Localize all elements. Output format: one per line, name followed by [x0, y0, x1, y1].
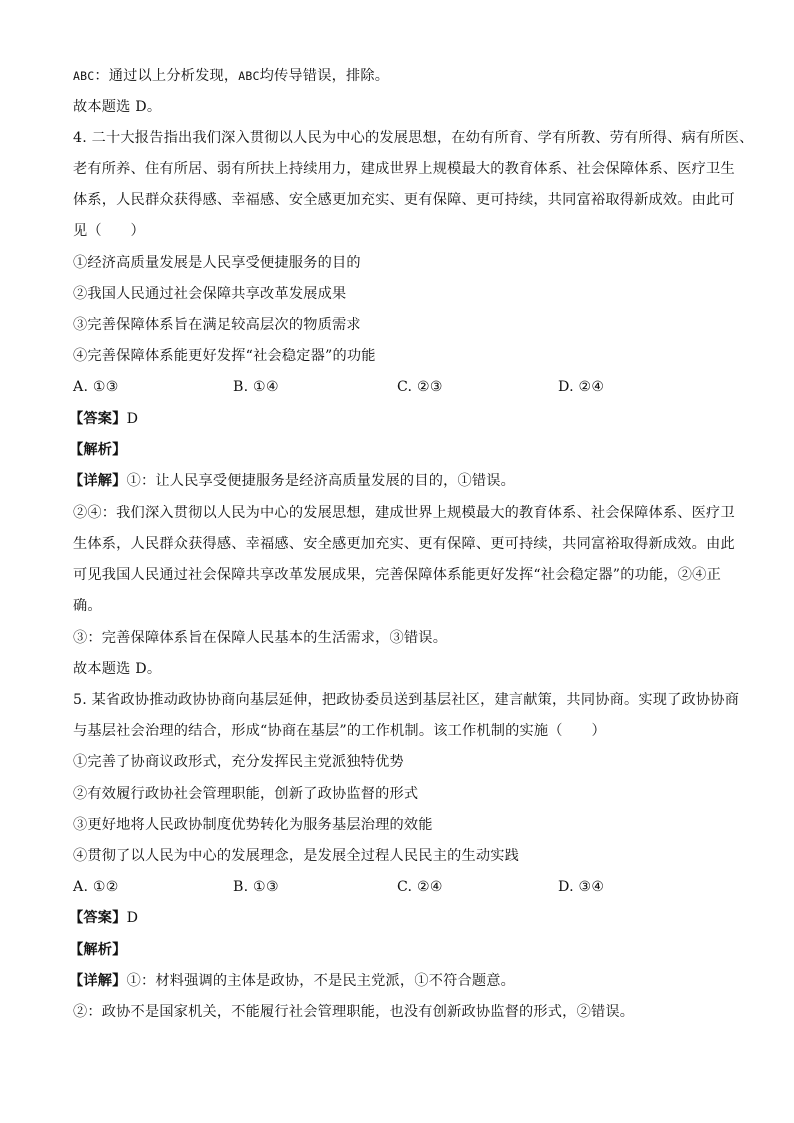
detail-text: ①：让人民享受便捷服务是经济高质量发展的目的，①错误。	[126, 473, 516, 489]
answer-tag: 【答案】	[69, 910, 127, 926]
q4-option-c: C. ②③	[397, 379, 443, 395]
q4-detail-line: ③：完善保障体系旨在保障人民基本的生活需求，③错误。	[73, 630, 448, 646]
prev-conclusion: 故本题选 D。	[73, 99, 162, 115]
q5-option-b: B. ①③	[233, 879, 279, 895]
detail-tag: 【详解】	[69, 973, 127, 989]
q4-conclusion: 故本题选 D。	[73, 661, 162, 677]
q4-stem-line: 4. 二十大报告指出我们深入贯彻以人民为中心的发展思想，在幼有所育、学有所教、劳有所得、病有所医、	[73, 130, 754, 146]
q4-stem-line: 体系，人民群众获得感、幸福感、安全感更加充实、更有保障、更可持续，共同富裕取得新成效。由此可	[73, 192, 735, 208]
q4-option-a: A. ①③	[73, 379, 119, 395]
answer-value: D	[126, 910, 139, 926]
q4-detail-line: 可见我国人民通过社会保障共享改革发展成果，完善保障体系能更好发挥“社会稳定器”的功能，②④正	[73, 567, 721, 583]
q5-detail-line	[69, 971, 515, 991]
answer-value: D	[126, 411, 139, 427]
q5-option-c: C. ②④	[397, 879, 443, 895]
q4-option-b: B. ①④	[233, 379, 279, 395]
q5-answer-line	[69, 908, 138, 928]
q5-analysis-tag	[69, 940, 127, 960]
answer-tag: 【答案】	[69, 411, 127, 427]
abc-tail: 均传导错误，排除。	[259, 68, 390, 84]
q5-item: ②有效履行政协社会管理职能，创新了政协监督的形式	[73, 786, 419, 802]
analysis-tag: 【解析】	[69, 442, 127, 458]
q4-option-d: D. ②④	[558, 379, 605, 395]
abc-label: ABC	[238, 69, 260, 83]
abc-label: ABC	[73, 69, 95, 83]
q4-detail-line: 生体系，人民群众获得感、幸福感、安全感更加充实、更有保障、更可持续，共同富裕取得新成效。由此	[73, 536, 735, 552]
q4-detail-line: 确。	[73, 598, 102, 614]
q4-detail-line	[69, 471, 515, 491]
q4-analysis-tag	[69, 440, 127, 460]
q4-item: ①经济高质量发展是人民享受便捷服务的目的	[73, 255, 361, 271]
q4-item: ④完善保障体系能更好发挥“社会稳定器”的功能	[73, 348, 376, 364]
q5-detail-line: ②：政协不是国家机关，不能履行社会管理职能，也没有创新政协监督的形式，②错误。	[73, 1004, 635, 1020]
analysis-tag: 【解析】	[69, 942, 127, 958]
q5-option-d: D. ③④	[558, 879, 605, 895]
q5-stem-line: 5. 某省政协推动政协协商向基层延伸，把政协委员送到基层社区，建言献策，共同协商。实现了政协协商	[73, 692, 740, 708]
q5-stem-line: 与基层社会治理的结合，形成“协商在基层”的工作机制。该工作机制的实施（ ）	[73, 723, 606, 739]
q4-detail-line: ②④：我们深入贯彻以人民为中心的发展思想，建成世界上规模最大的教育体系、社会保障体系、医疗卫	[73, 505, 735, 521]
abc-text: ：通过以上分析发现，	[94, 68, 239, 84]
q5-option-a: A. ①②	[73, 879, 119, 895]
q4-answer-line	[69, 409, 138, 429]
q4-stem-line: 见（ ）	[73, 223, 145, 239]
q5-item: ①完善了协商议政形式，充分发挥民主党派独特优势	[73, 754, 404, 770]
q4-stem-line: 老有所养、住有所居、弱有所扶上持续用力，建成世界上规模最大的教育体系、社会保障体系、医疗卫生	[73, 161, 735, 177]
q5-item: ④贯彻了以人民为中心的发展理念，是发展全过程人民民主的生动实践	[73, 848, 520, 864]
detail-text: ①：材料强调的主体是政协，不是民主党派，①不符合题意。	[126, 973, 516, 989]
prev-abc-line	[73, 66, 389, 86]
q5-item: ③更好地将人民政协制度优势转化为服务基层治理的效能	[73, 817, 433, 833]
detail-tag: 【详解】	[69, 473, 127, 489]
q4-item: ②我国人民通过社会保障共享改革发展成果	[73, 286, 347, 302]
q4-item: ③完善保障体系旨在满足较高层次的物质需求	[73, 317, 361, 333]
